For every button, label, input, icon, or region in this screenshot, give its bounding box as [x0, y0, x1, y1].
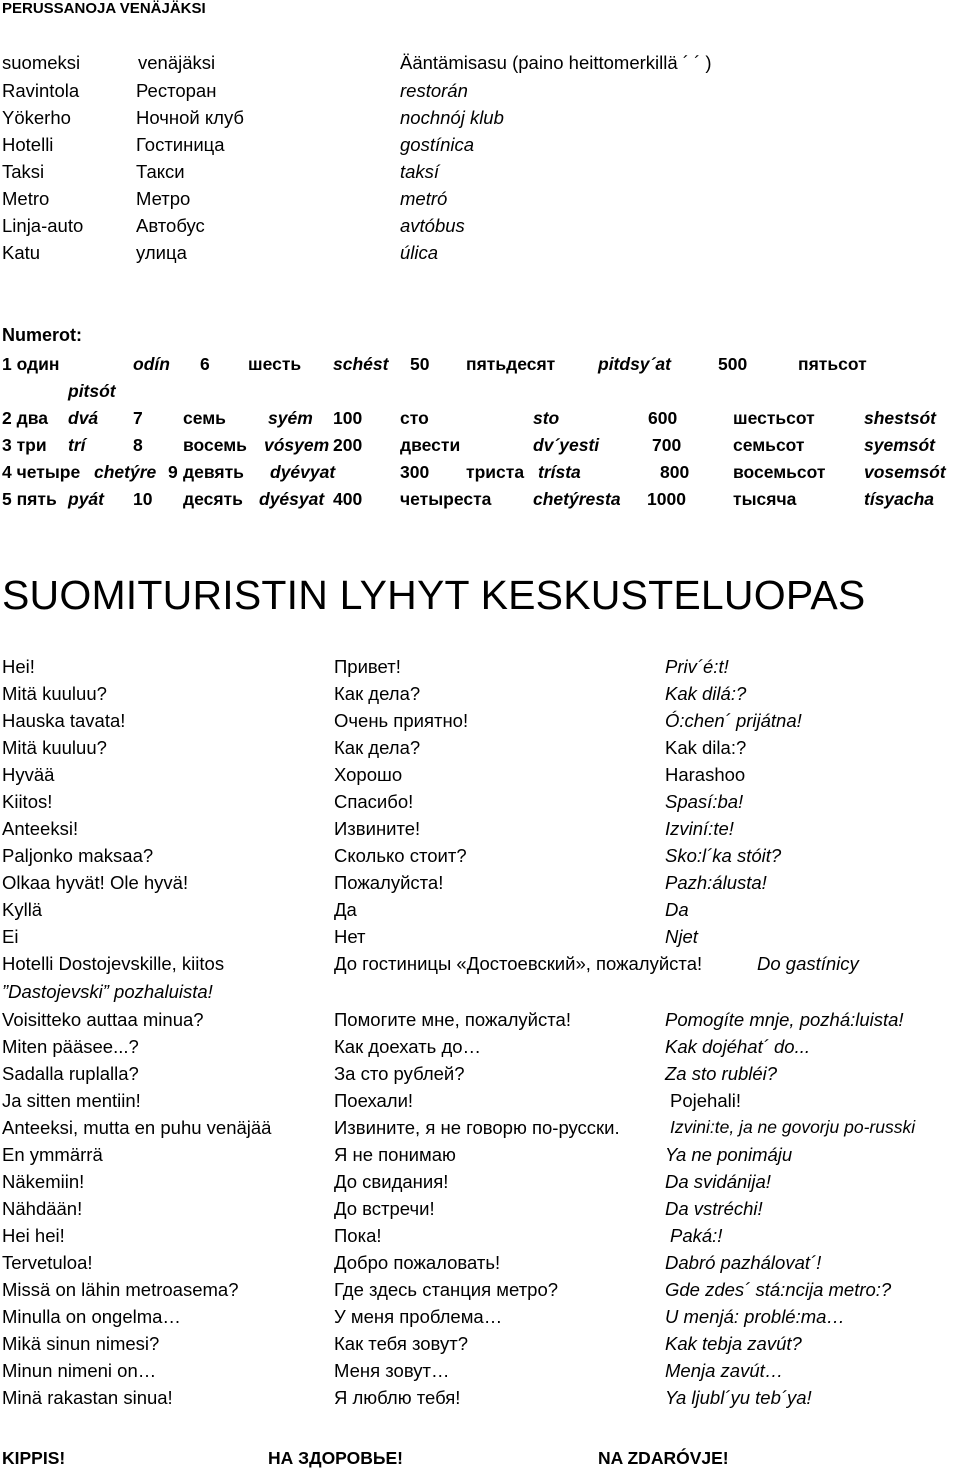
phrase-fi: Hei! — [2, 656, 35, 677]
phrase-fi: Mikä sinun nimesi? — [2, 1333, 160, 1354]
vocab-ru: улица — [136, 242, 187, 263]
phrase-fi: Anteeksi, mutta en puhu venäjää — [2, 1117, 272, 1138]
phrase-ru: Нет — [334, 926, 366, 947]
number-100-pronunciation: sto — [533, 408, 560, 428]
phrase-ru: До свидания! — [334, 1171, 449, 1192]
page-title: PERUSSANOJA VENÄJÄKSI — [2, 0, 206, 17]
phrase-row — [0, 1171, 960, 1198]
vocab-row — [0, 161, 960, 188]
number-50: 50 — [410, 354, 430, 374]
phrase-fi: Kyllä — [2, 899, 43, 920]
phrase-pronunciation: Za sto rubléi? — [665, 1063, 778, 1084]
phrase-row — [0, 1306, 960, 1333]
guide-title: SUOMITURISTIN LYHYT KESKUSTELUOPAS — [2, 572, 866, 618]
vocab-fi: Katu — [2, 242, 41, 263]
number-2: 2 два — [2, 408, 48, 428]
number-200-pronunciation: dv´yesti — [533, 435, 600, 455]
phrase-fi: Voisitteko auttaa minua? — [2, 1009, 204, 1030]
phrase-pronunciation: Pomogíte mnje, pozhá:luista! — [665, 1009, 904, 1030]
phrase-fi: Näkemiin! — [2, 1171, 85, 1192]
vocab-pronunciation: avtóbus — [400, 215, 465, 236]
phrase-fi: Hyvää — [2, 764, 55, 785]
phrase-pronunciation: Da — [665, 899, 689, 920]
vocab-pronunciation: nochnój klub — [400, 107, 504, 128]
phrase-fi: Nähdään! — [2, 1198, 83, 1219]
phrase-pronunciation: Izvini:te, ja ne govorju po-russki — [670, 1117, 916, 1137]
phrase-row — [0, 1063, 960, 1090]
phrase-pronunciation: Menja zavút… — [665, 1360, 784, 1381]
vocab-fi: Yökerho — [2, 107, 71, 128]
vocab-pronunciation: metró — [400, 188, 448, 209]
phrase-row — [0, 1144, 960, 1171]
col-finnish-header: suomeksi — [2, 52, 81, 73]
number-10-word: десять — [183, 489, 243, 509]
vocab-row — [0, 242, 960, 269]
numbers-heading: Numerot: — [2, 325, 82, 345]
phrase-pronunciation: Spasí:ba! — [665, 791, 744, 812]
phrase-ru: Меня зовут… — [334, 1360, 450, 1381]
phrase-ru: Пожалуйста! — [334, 872, 444, 893]
col-russian-header: venäjäksi — [138, 52, 216, 73]
vocab-row — [0, 215, 960, 242]
number-10: 10 — [133, 489, 153, 509]
phrase-ru: Я не понимаю — [334, 1144, 456, 1165]
phrase-pronunciation: Sko:l´ka stóit? — [665, 845, 782, 866]
number-row — [0, 489, 960, 516]
phrase-ru: Сколько стоит? — [334, 845, 467, 866]
phrase-pronunciation: Pojehali! — [670, 1090, 741, 1111]
phrase-fi: Paljonko maksaa? — [2, 845, 154, 866]
number-8: 8 — [133, 435, 143, 455]
col-pronunciation-header: Ääntämisasu (paino heittomerkillä ´ ´ ) — [400, 52, 712, 73]
phrase-pronunciation: Harashoo — [665, 764, 746, 785]
phrase-row — [0, 737, 960, 764]
phrase-pronunciation: Da vstréchi! — [665, 1198, 763, 1219]
number-400-pronunciation: chetýresta — [533, 489, 621, 509]
number-row — [0, 435, 960, 462]
phrase-row — [0, 1090, 960, 1117]
number-50-word: пятьдесят — [466, 354, 556, 374]
phrase-ru: Пока! — [334, 1225, 382, 1246]
phrase-pronunciation: Izviní:te! — [665, 818, 734, 839]
phrase-row — [0, 1387, 960, 1414]
phrase-fi: Olkaa hyvät! Ole hyvä! — [2, 872, 189, 893]
phrase-pronunciation: Kak dila:? — [665, 737, 747, 758]
phrase-pronunciation: Dabró pazhálovat´! — [665, 1252, 822, 1273]
phrase-fi: Ei — [2, 926, 19, 947]
number-7-word: семь — [183, 408, 226, 428]
phrase-ru: За сто рублей? — [334, 1063, 465, 1084]
phrase-row — [0, 981, 960, 1008]
phrase-fi: Tervetuloa! — [2, 1252, 93, 1273]
phrase-ru: Как дела? — [334, 683, 421, 704]
number-50-pronunciation: pitdsy´at — [598, 354, 671, 374]
phrase-row — [0, 710, 960, 737]
vocab-ru: Метро — [136, 188, 191, 209]
number-1: 1 один — [2, 354, 60, 374]
phrase-row — [0, 899, 960, 926]
number-600-word: шестьсот — [733, 408, 815, 428]
phrase-ru: Извините! — [334, 818, 421, 839]
phrase-ru: Поехали! — [334, 1090, 414, 1111]
number-9-word: девять — [183, 462, 244, 482]
vocab-ru: Ночной клуб — [136, 107, 245, 128]
number-200-word: двести — [400, 435, 461, 455]
phrase-ru: Хорошо — [334, 764, 403, 785]
phrase-ru: До встречи! — [334, 1198, 435, 1219]
phrase-fi: Sadalla ruplalla? — [2, 1063, 139, 1084]
phrase-fi: Missä on lähin metroasema? — [2, 1279, 239, 1300]
phrase-row — [0, 818, 960, 845]
number-1000-word: тысяча — [733, 489, 797, 509]
phrase-pronunciation: Gde zdes´ stá:ncija metro:? — [665, 1279, 892, 1300]
number-5-pronunciation: pyát — [68, 489, 104, 509]
number-8-word: восемь — [183, 435, 247, 455]
phrase-row — [0, 791, 960, 818]
number-400-word: четыреста — [400, 489, 492, 509]
phrase-row — [0, 872, 960, 899]
phrase-row — [0, 1279, 960, 1306]
phrase-pronunciation-continued: ”Dastojevski” pozhaluista! — [2, 981, 213, 1002]
phrase-fi: Minun nimeni on… — [2, 1360, 157, 1381]
vocab-ru: Автобус — [136, 215, 205, 236]
number-9-pronunciation: dyévyat — [270, 462, 336, 482]
vocab-ru: Ресторан — [136, 80, 217, 101]
number-6-word: шесть — [248, 354, 302, 374]
number-6: 6 — [200, 354, 210, 374]
number-4-pronunciation: chetýre — [94, 462, 157, 482]
phrase-row — [0, 1360, 960, 1387]
number-500-pronunciation: pitsót — [68, 381, 116, 401]
phrase-row — [0, 656, 960, 683]
number-400: 400 — [333, 489, 363, 509]
phrase-fi: Minulla on ongelma… — [2, 1306, 181, 1327]
number-7: 7 — [133, 408, 143, 428]
number-700-word: семьсот — [733, 435, 805, 455]
phrase-fi: Hauska tavata! — [2, 710, 126, 731]
number-500: 500 — [718, 354, 748, 374]
vocab-row — [0, 134, 960, 161]
vocab-fi: Hotelli — [2, 134, 54, 155]
number-600: 600 — [648, 408, 678, 428]
phrase-fi: Mitä kuuluu? — [2, 683, 107, 704]
phrase-ru: Как тебя зовут? — [334, 1333, 468, 1354]
phrase-row — [0, 1333, 960, 1360]
vocab-row — [0, 188, 960, 215]
phrase-pronunciation: Pazh:álusta! — [665, 872, 767, 893]
phrase-pronunciation: Kak tebja zavút? — [665, 1333, 802, 1354]
number-9: 9 — [168, 462, 178, 482]
vocab-row — [0, 80, 960, 107]
footer-cheers-pronunciation: NA ZDARÓVJE! — [598, 1448, 729, 1468]
phrase-ru: Как доехать до… — [334, 1036, 482, 1057]
number-300-pronunciation: trísta — [538, 462, 581, 482]
phrase-pronunciation: Ya ne ponimáju — [665, 1144, 793, 1165]
phrase-fi: Minä rakastan sinua! — [2, 1387, 173, 1408]
phrase-fi: Mitä kuuluu? — [2, 737, 107, 758]
vocab-pronunciation: restorán — [400, 80, 468, 101]
phrase-row — [0, 926, 960, 953]
phrase-ru: Помогите мне, пожалуйста! — [334, 1009, 571, 1030]
number-row — [0, 462, 960, 489]
phrase-pronunciation: Njet — [665, 926, 698, 947]
number-4: 4 четыре — [2, 462, 81, 482]
phrase-ru: Как дела? — [334, 737, 421, 758]
phrase-fi: Hei hei! — [2, 1225, 65, 1246]
phrase-ru: У меня проблема… — [334, 1306, 503, 1327]
phrase-pronunciation: Ó:chen´ prijátna! — [665, 710, 802, 731]
vocab-pronunciation: taksí — [400, 161, 440, 182]
number-700: 700 — [652, 435, 682, 455]
vocab-fi: Metro — [2, 188, 50, 209]
number-200: 200 — [333, 435, 363, 455]
number-5: 5 пять — [2, 489, 57, 509]
phrase-fi: Anteeksi! — [2, 818, 79, 839]
number-800: 800 — [660, 462, 690, 482]
number-2-pronunciation: dvá — [68, 408, 99, 428]
vocab-header — [0, 52, 960, 79]
phrase-ru: Извините, я не говорю по-русски. — [334, 1117, 620, 1138]
vocab-fi: Linja-auto — [2, 215, 84, 236]
vocab-fi: Taksi — [2, 161, 45, 182]
phrase-pronunciation: U menjá: problé:ma… — [665, 1306, 845, 1327]
number-300: 300 — [400, 462, 430, 482]
phrase-ru: Спасибо! — [334, 791, 414, 812]
phrase-pronunciation: Kak dilá:? — [665, 683, 747, 704]
phrase-ru: Добро пожаловать! — [334, 1252, 501, 1273]
phrase-row — [0, 953, 960, 980]
phrase-ru: Очень приятно! — [334, 710, 469, 731]
phrase-ru: До гостиницы «Достоевский», пожалуйста! — [334, 953, 703, 974]
number-500-word: пятьсот — [798, 354, 867, 374]
footer-cheers-ru: НА ЗДОРОВЬЕ! — [268, 1448, 403, 1468]
phrase-row — [0, 764, 960, 791]
number-800-pronunciation: vosemsót — [864, 462, 946, 482]
number-10-pronunciation: dyésyat — [259, 489, 325, 509]
number-800-word: восемьсот — [733, 462, 826, 482]
number-row — [0, 408, 960, 435]
number-600-pronunciation: shestsót — [864, 408, 936, 428]
phrase-row — [0, 1252, 960, 1279]
phrase-row — [0, 683, 960, 710]
vocab-pronunciation: gostínica — [400, 134, 475, 155]
number-1-pronunciation: odín — [133, 354, 170, 374]
phrase-pronunciation: Do gastínicy — [757, 953, 859, 974]
number-3: 3 три — [2, 435, 47, 455]
number-300-word: триста — [466, 462, 525, 482]
phrase-fi: En ymmärrä — [2, 1144, 103, 1165]
phrase-ru: Где здесь станция метро? — [334, 1279, 559, 1300]
phrase-pronunciation: Da svidánija! — [665, 1171, 771, 1192]
phrase-ru: Да — [334, 899, 357, 920]
vocab-ru: Гостиница — [136, 134, 225, 155]
phrase-fi: Ja sitten mentiin! — [2, 1090, 141, 1111]
number-6-pronunciation: schést — [333, 354, 389, 374]
vocab-row — [0, 107, 960, 134]
phrase-pronunciation: Paká:! — [670, 1225, 723, 1246]
phrase-ru: Привет! — [334, 656, 401, 677]
phrase-pronunciation: Ya ljubl´yu teb´ya! — [665, 1387, 812, 1408]
phrase-ru: Я люблю тебя! — [334, 1387, 461, 1408]
footer-cheers-fi: KIPPIS! — [2, 1448, 66, 1468]
number-8-pronunciation: vósyem — [264, 435, 330, 455]
phrase-row — [0, 1225, 960, 1252]
phrase-pronunciation: Kak dojéhat´ do... — [665, 1036, 811, 1057]
phrase-pronunciation: Priv´é:t! — [665, 656, 729, 677]
number-1000: 1000 — [647, 489, 686, 509]
phrase-row — [0, 1009, 960, 1036]
phrase-row — [0, 1036, 960, 1063]
phrase-fi: Miten pääsee...? — [2, 1036, 139, 1057]
vocab-fi: Ravintola — [2, 80, 80, 101]
number-100: 100 — [333, 408, 363, 428]
vocab-ru: Такси — [136, 161, 185, 182]
number-3-pronunciation: trí — [68, 435, 86, 455]
phrase-row — [0, 1117, 960, 1144]
phrase-row — [0, 845, 960, 872]
phrase-fi: Hotelli Dostojevskille, kiitos — [2, 953, 225, 974]
number-100-word: сто — [400, 408, 429, 428]
number-7-pronunciation: syém — [268, 408, 313, 428]
number-1000-pronunciation: tísyacha — [864, 489, 935, 509]
number-row — [0, 354, 960, 404]
phrase-fi: Kiitos! — [2, 791, 53, 812]
vocab-pronunciation: úlica — [400, 242, 439, 263]
number-700-pronunciation: syemsót — [864, 435, 936, 455]
phrase-row — [0, 1198, 960, 1225]
